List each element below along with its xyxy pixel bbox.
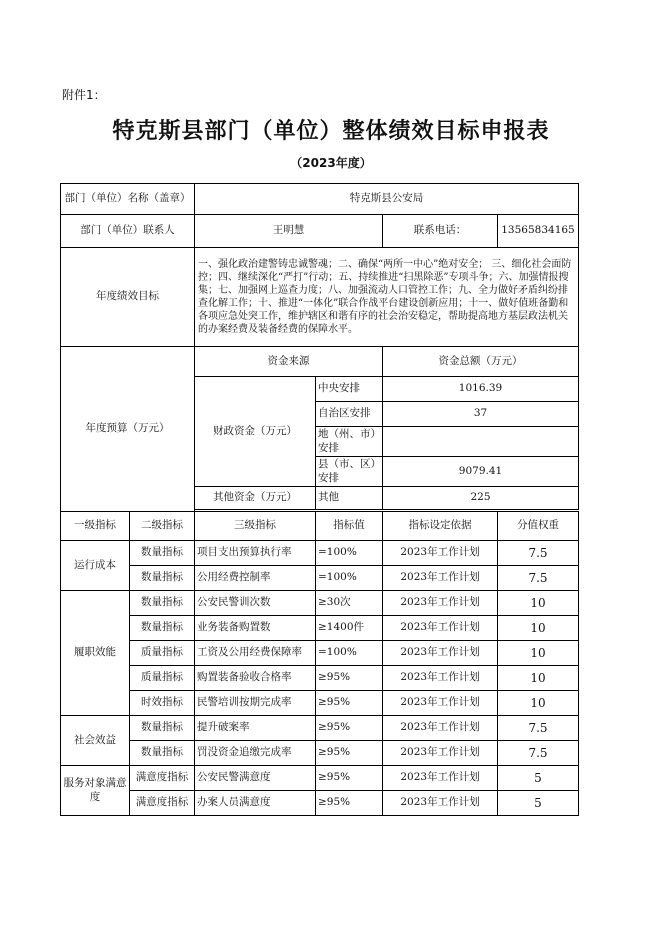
header-level2: 二级指标 xyxy=(130,512,195,541)
level3-cell: 办案人员满意度 xyxy=(195,791,316,816)
value-cell: ≥95% xyxy=(316,766,383,791)
basis-cell: 2023年工作计划 xyxy=(383,791,498,816)
contact-label: 部门（单位）联系人 xyxy=(61,215,195,248)
page-title: 特克斯县部门（单位）整体绩效目标申报表 xyxy=(112,119,550,144)
header-value: 指标值 xyxy=(316,512,383,541)
basis-cell: 2023年工作计划 xyxy=(383,566,498,591)
other-funds-value: 225 xyxy=(383,487,579,510)
level2-cell: 数量指标 xyxy=(130,591,195,616)
fiscal-label: 财政资金（万元） xyxy=(195,377,316,487)
value-cell: ≥1400件 xyxy=(316,616,383,641)
level3-cell: 公用经费控制率 xyxy=(195,566,316,591)
budget-row-name: 县（市、区）安排 xyxy=(316,457,383,487)
goal-text: 一、强化政治建警铸忠诚警魂；二、确保“两所一中心”绝对安全； 三、细化社会面防控；四、继续深化“严打”行动；五、持续推进“扫黑除恶”专项斗争；六、加强情报搜集；七、加强网上巡查力度；八、加强流动人口管控工作；九、全力做好矛盾纠纷排查化解工作；十、推进“一体化”联合作战平台建设创新应用；十一、做好值班备勤和各项应急处突工作，维护辖区和谐有序的社会治安稳定，帮助提高地方基层政法机关的办案经费及装备经费的保障水平。 xyxy=(195,248,579,347)
level3-cell: 工资及公用经费保障率 xyxy=(195,641,316,666)
level2-cell: 满意度指标 xyxy=(130,766,195,791)
value-cell: ≥95% xyxy=(316,741,383,766)
value-cell: =100% xyxy=(316,641,383,666)
weight-cell: 7.5 xyxy=(498,716,579,741)
level2-cell: 数量指标 xyxy=(130,566,195,591)
basis-cell: 2023年工作计划 xyxy=(383,716,498,741)
level3-cell: 民警培训按期完成率 xyxy=(195,691,316,716)
value-cell: ≥95% xyxy=(316,666,383,691)
value-cell: =100% xyxy=(316,566,383,591)
value-cell: =100% xyxy=(316,541,383,566)
value-cell: ≥95% xyxy=(316,691,383,716)
dept-name-value: 特克斯县公安局 xyxy=(195,184,579,215)
value-cell: ≥95% xyxy=(316,791,383,816)
basis-cell: 2023年工作计划 xyxy=(383,641,498,666)
level3-cell: 罚没资金追缴完成率 xyxy=(195,741,316,766)
budget-row-value xyxy=(383,427,579,457)
basis-cell: 2023年工作计划 xyxy=(383,666,498,691)
value-cell: ≥30次 xyxy=(316,591,383,616)
budget-row-name: 中央安排 xyxy=(316,377,383,402)
basis-cell: 2023年工作计划 xyxy=(383,541,498,566)
goal-label: 年度绩效目标 xyxy=(61,248,195,347)
header-basis: 指标设定依据 xyxy=(383,512,498,541)
level1-cell: 社会效益 xyxy=(61,716,130,766)
weight-cell: 10 xyxy=(498,666,579,691)
level3-cell: 提升破案率 xyxy=(195,716,316,741)
level2-cell: 数量指标 xyxy=(130,541,195,566)
basis-cell: 2023年工作计划 xyxy=(383,591,498,616)
other-funds-label: 其他资金（万元） xyxy=(195,487,316,510)
dept-name-label: 部门（单位）名称（盖章） xyxy=(61,184,195,215)
weight-cell: 10 xyxy=(498,691,579,716)
level2-cell: 满意度指标 xyxy=(130,791,195,816)
budget-row-value: 1016.39 xyxy=(383,377,579,402)
value-cell: ≥95% xyxy=(316,716,383,741)
basis-cell: 2023年工作计划 xyxy=(383,691,498,716)
budget-row-value: 37 xyxy=(383,402,579,427)
level2-cell: 质量指标 xyxy=(130,666,195,691)
basis-cell: 2023年工作计划 xyxy=(383,766,498,791)
total-header: 资金总额（万元） xyxy=(383,347,579,377)
attachment-label: 附件1： xyxy=(62,88,106,102)
level3-cell: 公安民警满意度 xyxy=(195,766,316,791)
budget-row-value: 9079.41 xyxy=(383,457,579,487)
header-level3: 三级指标 xyxy=(195,512,316,541)
weight-cell: 7.5 xyxy=(498,541,579,566)
level1-cell: 服务对象满意度 xyxy=(61,766,130,816)
weight-cell: 7.5 xyxy=(498,566,579,591)
phone-value: 13565834165 xyxy=(498,215,579,248)
contact-value: 王明慧 xyxy=(195,215,383,248)
weight-cell: 5 xyxy=(498,766,579,791)
level2-cell: 数量指标 xyxy=(130,741,195,766)
weight-cell: 7.5 xyxy=(498,741,579,766)
basis-cell: 2023年工作计划 xyxy=(383,616,498,641)
level2-cell: 数量指标 xyxy=(130,716,195,741)
level2-cell: 时效指标 xyxy=(130,691,195,716)
other-funds-name: 其他 xyxy=(316,487,383,510)
level3-cell: 购置装备验收合格率 xyxy=(195,666,316,691)
weight-cell: 10 xyxy=(498,616,579,641)
header-level1: 一级指标 xyxy=(61,512,130,541)
budget-row-name: 地（州、市）安排 xyxy=(316,427,383,457)
weight-cell: 10 xyxy=(498,641,579,666)
level3-cell: 业务装备购置数 xyxy=(195,616,316,641)
weight-cell: 5 xyxy=(498,791,579,816)
level2-cell: 数量指标 xyxy=(130,616,195,641)
budget-row-name: 自治区安排 xyxy=(316,402,383,427)
level3-cell: 公安民警训次数 xyxy=(195,591,316,616)
level3-cell: 项目支出预算执行率 xyxy=(195,541,316,566)
source-header: 资金来源 xyxy=(195,347,383,377)
basis-cell: 2023年工作计划 xyxy=(383,741,498,766)
year-subtitle: （2023年度） xyxy=(290,156,372,170)
performance-form-table xyxy=(60,183,579,816)
level1-cell: 履职效能 xyxy=(61,591,130,716)
header-weight: 分值权重 xyxy=(498,512,579,541)
budget-label: 年度预算（万元） xyxy=(61,347,195,512)
phone-label: 联系电话： xyxy=(383,215,498,248)
level2-cell: 质量指标 xyxy=(130,641,195,666)
weight-cell: 10 xyxy=(498,591,579,616)
level1-cell: 运行成本 xyxy=(61,541,130,591)
